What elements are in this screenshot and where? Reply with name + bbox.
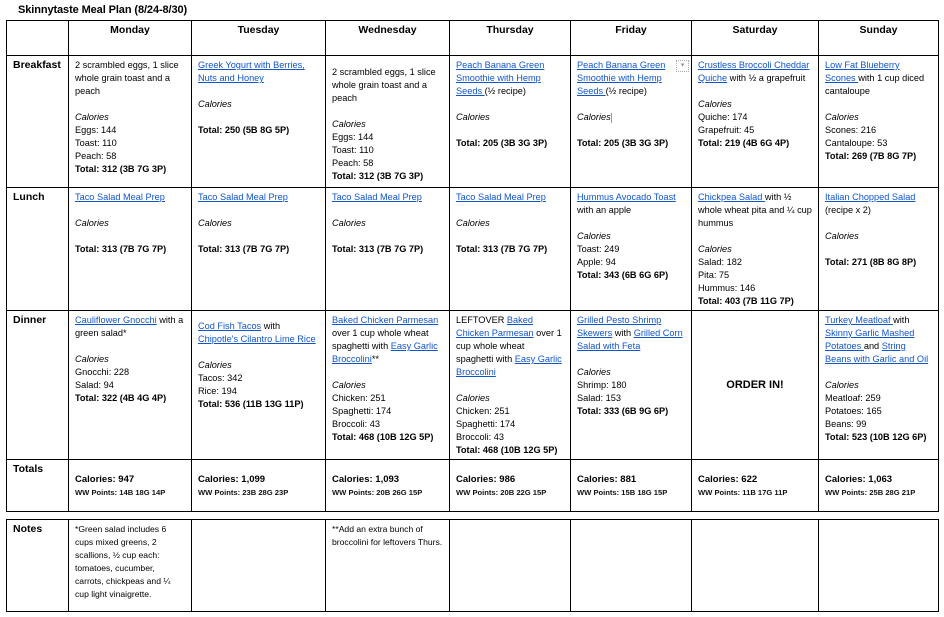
calories-label: Calories bbox=[332, 218, 366, 228]
recipe-link[interactable]: Grilled Corn Salad with Feta bbox=[577, 328, 683, 351]
lunch-saturday-cell bbox=[692, 188, 819, 311]
calories-label: Calories bbox=[198, 218, 232, 228]
breakfast-friday-cell bbox=[571, 56, 692, 188]
calories-label: Calories bbox=[198, 360, 232, 370]
notes-table bbox=[6, 519, 939, 612]
breakfast-monday-cell bbox=[69, 56, 192, 188]
totals-tuesday-cell bbox=[192, 460, 326, 512]
day-header-friday: Friday bbox=[571, 21, 692, 56]
meal-description: 2 scrambled eggs, 1 slice whole grain toast and a peach bbox=[75, 60, 179, 96]
dinner-friday-cell bbox=[571, 311, 692, 460]
totals-sunday-cell bbox=[819, 460, 939, 512]
notes-sunday-cell[interactable] bbox=[819, 520, 939, 612]
recipe-link[interactable]: Cod Fish Tacos bbox=[198, 321, 262, 331]
calories-label: Calories bbox=[75, 112, 109, 122]
calories-label: Calories bbox=[332, 380, 366, 390]
lunch-row bbox=[7, 188, 939, 311]
totals-row bbox=[7, 460, 939, 512]
calorie-item: Salad: 94 bbox=[75, 380, 114, 390]
dinner-wednesday-cell bbox=[326, 311, 450, 460]
meal-total: Total: 343 (6B 6G 6P) bbox=[577, 270, 669, 280]
meal-description: 2 scrambled eggs, 1 slice whole grain toast and a peach bbox=[332, 67, 436, 103]
calorie-item: Broccoli: 43 bbox=[332, 419, 381, 429]
recipe-link[interactable]: String Beans with Garlic and Oil bbox=[825, 341, 929, 364]
meal-total: Total: 313 (7B 7G 7P) bbox=[456, 244, 548, 254]
totals-saturday-cell bbox=[692, 460, 819, 512]
recipe-note: (½ recipe) bbox=[484, 86, 526, 96]
meal-total: Total: 205 (3B 3G 3P) bbox=[577, 138, 669, 148]
calories-label: Calories bbox=[577, 231, 611, 241]
calorie-item: Salad: 153 bbox=[577, 393, 621, 403]
connector-text: with bbox=[261, 321, 281, 331]
recipe-link[interactable]: Italian Chopped Salad bbox=[825, 192, 916, 202]
connector-text: over 1 cup whole wheat spaghetti with bbox=[456, 328, 562, 364]
recipe-note: with 1 cup diced cantaloupe bbox=[825, 73, 925, 96]
recipe-link[interactable]: Low Fat Blueberry Scones bbox=[825, 60, 900, 83]
row-label-lunch: Lunch bbox=[7, 188, 69, 311]
lunch-tuesday-cell bbox=[192, 188, 326, 311]
dinner-monday-cell bbox=[69, 311, 192, 460]
daily-calories: Calories: 622 bbox=[698, 474, 758, 485]
meal-total: Total: 269 (7B 8G 7P) bbox=[825, 151, 917, 161]
lunch-monday-cell bbox=[69, 188, 192, 311]
calorie-item: Hummus: 146 bbox=[698, 283, 756, 293]
calories-label: Calories bbox=[698, 99, 732, 109]
meal-total: Total: 219 (4B 6G 4P) bbox=[698, 138, 790, 148]
day-header-monday: Monday bbox=[69, 21, 192, 56]
calorie-item: Pita: 75 bbox=[698, 270, 730, 280]
dinner-row bbox=[7, 311, 939, 460]
recipe-link[interactable]: Chipotle's Cilantro Lime Rice bbox=[198, 334, 316, 344]
notes-monday-cell[interactable]: *Green salad includes 6 cups mixed greens, 2 scallions, ½ cup each: tomatoes, cucumber, carrots, chickpeas and ¼ cup light vinaigrette. bbox=[69, 520, 192, 612]
calorie-item: Peach: 58 bbox=[75, 151, 117, 161]
leftover-label: LEFTOVER bbox=[456, 315, 507, 325]
recipe-note: (½ recipe) bbox=[605, 86, 647, 96]
daily-ww-points: WW Points: 14B 18G 14P bbox=[75, 488, 166, 497]
meal-total: Total: 322 (4B 4G 4P) bbox=[75, 393, 167, 403]
recipe-link[interactable]: Crustless Broccoli Cheddar Quiche bbox=[698, 60, 810, 83]
calories-label: Calories bbox=[75, 354, 109, 364]
calorie-item: Toast: 110 bbox=[75, 138, 117, 148]
meal-total: Total: 333 (6B 9G 6P) bbox=[577, 406, 669, 416]
meal-total: Total: 468 (10B 12G 5P) bbox=[332, 432, 434, 442]
daily-ww-points: WW Points: 20B 26G 15P bbox=[332, 488, 423, 497]
row-label-breakfast: Breakfast bbox=[7, 56, 69, 188]
calorie-item: Eggs: 144 bbox=[332, 132, 374, 142]
footnote-marker: ** bbox=[371, 354, 379, 364]
notes-tuesday-cell[interactable] bbox=[192, 520, 326, 612]
breakfast-thursday-cell bbox=[450, 56, 571, 188]
calorie-item: Quiche: 174 bbox=[698, 112, 748, 122]
recipe-link[interactable]: Chickpea Salad bbox=[698, 192, 765, 202]
calorie-item: Toast: 110 bbox=[332, 145, 374, 155]
calories-label: Calories bbox=[577, 112, 611, 122]
recipe-note: with ½ a grapefruit bbox=[727, 73, 806, 83]
calories-label: Calories bbox=[698, 244, 732, 254]
meal-total: Total: 312 (3B 7G 3P) bbox=[75, 164, 167, 174]
day-header-tuesday: Tuesday bbox=[192, 21, 326, 56]
daily-calories: Calories: 1,093 bbox=[332, 474, 400, 485]
cell-dropdown-icon[interactable]: ▾ bbox=[676, 60, 689, 72]
calories-label: Calories bbox=[456, 218, 490, 228]
header-row bbox=[7, 21, 939, 56]
meal-total: Total: 523 (10B 12G 6P) bbox=[825, 432, 927, 442]
calories-label: Calories bbox=[456, 393, 490, 403]
lunch-sunday-cell bbox=[819, 188, 939, 311]
recipe-link[interactable]: Easy Garlic Broccolini bbox=[456, 354, 562, 377]
recipe-link[interactable]: Taco Salad Meal Prep bbox=[332, 192, 422, 202]
calorie-item: Chicken: 251 bbox=[456, 406, 510, 416]
meal-total: Total: 313 (7B 7G 7P) bbox=[332, 244, 424, 254]
calorie-item: Broccoli: 43 bbox=[456, 432, 505, 442]
breakfast-row bbox=[7, 56, 939, 188]
text-cursor bbox=[611, 113, 612, 123]
corner-cell bbox=[7, 21, 69, 56]
recipe-link[interactable]: Peach Banana Green Smoothie with Hemp Seeds bbox=[456, 60, 545, 96]
calorie-item: Salad: 182 bbox=[698, 257, 742, 267]
notes-saturday-cell[interactable] bbox=[692, 520, 819, 612]
recipe-note: (recipe x 2) bbox=[825, 205, 871, 215]
daily-ww-points: WW Points: 11B 17G 11P bbox=[698, 488, 788, 497]
day-header-sunday: Sunday bbox=[819, 21, 939, 56]
breakfast-tuesday-cell bbox=[192, 56, 326, 188]
connector-text: with bbox=[893, 315, 910, 325]
notes-wednesday-cell[interactable]: **Add an extra bunch of broccolini for leftovers Thurs. bbox=[326, 520, 450, 612]
totals-friday-cell bbox=[571, 460, 692, 512]
calorie-item: Spaghetti: 174 bbox=[332, 406, 392, 416]
meal-total: Total: 468 (10B 12G 5P) bbox=[456, 445, 558, 455]
dinner-thursday-cell bbox=[450, 311, 571, 460]
recipe-link[interactable]: Hummus Avocado Toast bbox=[577, 192, 676, 202]
recipe-link[interactable]: Taco Salad Meal Prep bbox=[75, 192, 165, 202]
meal-total: Total: 536 (11B 13G 11P) bbox=[198, 399, 304, 409]
meal-total: Total: 250 (5B 8G 5P) bbox=[198, 125, 290, 135]
meal-total: Total: 312 (3B 7G 3P) bbox=[332, 171, 424, 181]
totals-wednesday-cell bbox=[326, 460, 450, 512]
meal-plan-table bbox=[6, 20, 939, 512]
connector-text: and bbox=[863, 341, 882, 351]
recipe-link[interactable]: Turkey Meatloaf bbox=[825, 315, 894, 325]
row-label-notes: Notes bbox=[7, 520, 69, 612]
calorie-item: Spaghetti: 174 bbox=[456, 419, 516, 429]
daily-ww-points: WW Points: 15B 18G 15P bbox=[577, 488, 668, 497]
breakfast-wednesday-cell bbox=[326, 56, 450, 188]
recipe-link[interactable]: Taco Salad Meal Prep bbox=[456, 192, 546, 202]
calories-label: Calories bbox=[198, 99, 232, 109]
meal-total: Total: 403 (7B 11G 7P) bbox=[698, 296, 794, 306]
recipe-link[interactable]: Cauliflower Gnocchi bbox=[75, 315, 157, 325]
calorie-item: Grapefruit: 45 bbox=[698, 125, 755, 135]
meal-total: Total: 205 (3B 3G 3P) bbox=[456, 138, 548, 148]
calorie-item: Tacos: 342 bbox=[198, 373, 243, 383]
meal-total: Total: 271 (8B 8G 8P) bbox=[825, 257, 917, 267]
recipe-note: with a green salad* bbox=[75, 315, 184, 338]
daily-calories: Calories: 1,099 bbox=[198, 474, 266, 485]
dinner-tuesday-cell bbox=[192, 311, 326, 460]
recipe-link[interactable]: Greek Yogurt with Berries, Nuts and Honey bbox=[198, 60, 305, 83]
calories-label: Calories bbox=[825, 380, 859, 390]
daily-calories: Calories: 947 bbox=[75, 474, 135, 485]
day-header-wednesday: Wednesday bbox=[326, 21, 450, 56]
daily-calories: Calories: 1,063 bbox=[825, 474, 893, 485]
daily-ww-points: WW Points: 20B 22G 15P bbox=[456, 488, 547, 497]
lunch-friday-cell bbox=[571, 188, 692, 311]
calorie-item: Rice: 194 bbox=[198, 386, 237, 396]
calories-label: Calories bbox=[825, 231, 859, 241]
row-label-totals: Totals bbox=[7, 460, 69, 512]
recipe-link[interactable]: Taco Salad Meal Prep bbox=[198, 192, 288, 202]
lunch-thursday-cell bbox=[450, 188, 571, 311]
day-header-saturday: Saturday bbox=[692, 21, 819, 56]
lunch-wednesday-cell bbox=[326, 188, 450, 311]
daily-ww-points: WW Points: 25B 28G 21P bbox=[825, 488, 916, 497]
calorie-item: Chicken: 251 bbox=[332, 393, 386, 403]
calories-label: Calories bbox=[456, 112, 490, 122]
recipe-link[interactable]: Baked Chicken Parmesan bbox=[456, 315, 534, 338]
recipe-link[interactable]: Peach Banana Green Smoothie with Hemp Seeds bbox=[577, 60, 666, 96]
calories-label: Calories bbox=[332, 119, 366, 129]
daily-calories: Calories: 881 bbox=[577, 474, 637, 485]
recipe-note: with ½ whole wheat pita and ¼ cup hummus bbox=[698, 192, 812, 228]
day-header-thursday: Thursday bbox=[450, 21, 571, 56]
calorie-item: Gnocchi: 228 bbox=[75, 367, 130, 377]
calories-label: Calories bbox=[75, 218, 109, 228]
calorie-item: Peach: 58 bbox=[332, 158, 374, 168]
calorie-item: Shrimp: 180 bbox=[577, 380, 627, 390]
recipe-link[interactable]: Easy Garlic Broccolini bbox=[332, 341, 438, 364]
connector-text: with bbox=[612, 328, 634, 338]
recipe-note: with an apple bbox=[577, 205, 632, 215]
breakfast-sunday-cell bbox=[819, 56, 939, 188]
daily-calories: Calories: 986 bbox=[456, 474, 516, 485]
recipe-link[interactable]: Grilled Pesto Shrimp Skewers bbox=[577, 315, 662, 338]
calorie-item: Cantaloupe: 53 bbox=[825, 138, 888, 148]
calorie-item: Meatloaf: 259 bbox=[825, 393, 881, 403]
calorie-item: Toast: 249 bbox=[577, 244, 620, 254]
notes-thursday-cell[interactable] bbox=[450, 520, 571, 612]
calorie-item: Potatoes: 165 bbox=[825, 406, 882, 416]
meal-total: Total: 313 (7B 7G 7P) bbox=[75, 244, 167, 254]
daily-ww-points: WW Points: 23B 28G 23P bbox=[198, 488, 289, 497]
breakfast-saturday-cell bbox=[692, 56, 819, 188]
calorie-item: Beans: 99 bbox=[825, 419, 867, 429]
calorie-item: Eggs: 144 bbox=[75, 125, 117, 135]
totals-monday-cell bbox=[69, 460, 192, 512]
recipe-link[interactable]: Skinny Garlic Mashed Potatoes bbox=[825, 328, 915, 351]
row-label-dinner: Dinner bbox=[7, 311, 69, 460]
totals-thursday-cell bbox=[450, 460, 571, 512]
calories-label: Calories bbox=[825, 112, 859, 122]
dinner-saturday-cell: ORDER IN! bbox=[692, 311, 819, 460]
page-title: Skinnytaste Meal Plan (8/24-8/30) bbox=[18, 4, 188, 16]
dinner-sunday-cell bbox=[819, 311, 939, 460]
connector-text: over 1 cup whole wheat spaghetti with bbox=[332, 328, 429, 351]
recipe-link[interactable]: Baked Chicken Parmesan bbox=[332, 315, 439, 325]
calories-label: Calories bbox=[577, 367, 611, 377]
calorie-item: Scones: 216 bbox=[825, 125, 877, 135]
calorie-item: Apple: 94 bbox=[577, 257, 616, 267]
notes-row bbox=[7, 520, 939, 612]
meal-total: Total: 313 (7B 7G 7P) bbox=[198, 244, 290, 254]
notes-friday-cell[interactable] bbox=[571, 520, 692, 612]
